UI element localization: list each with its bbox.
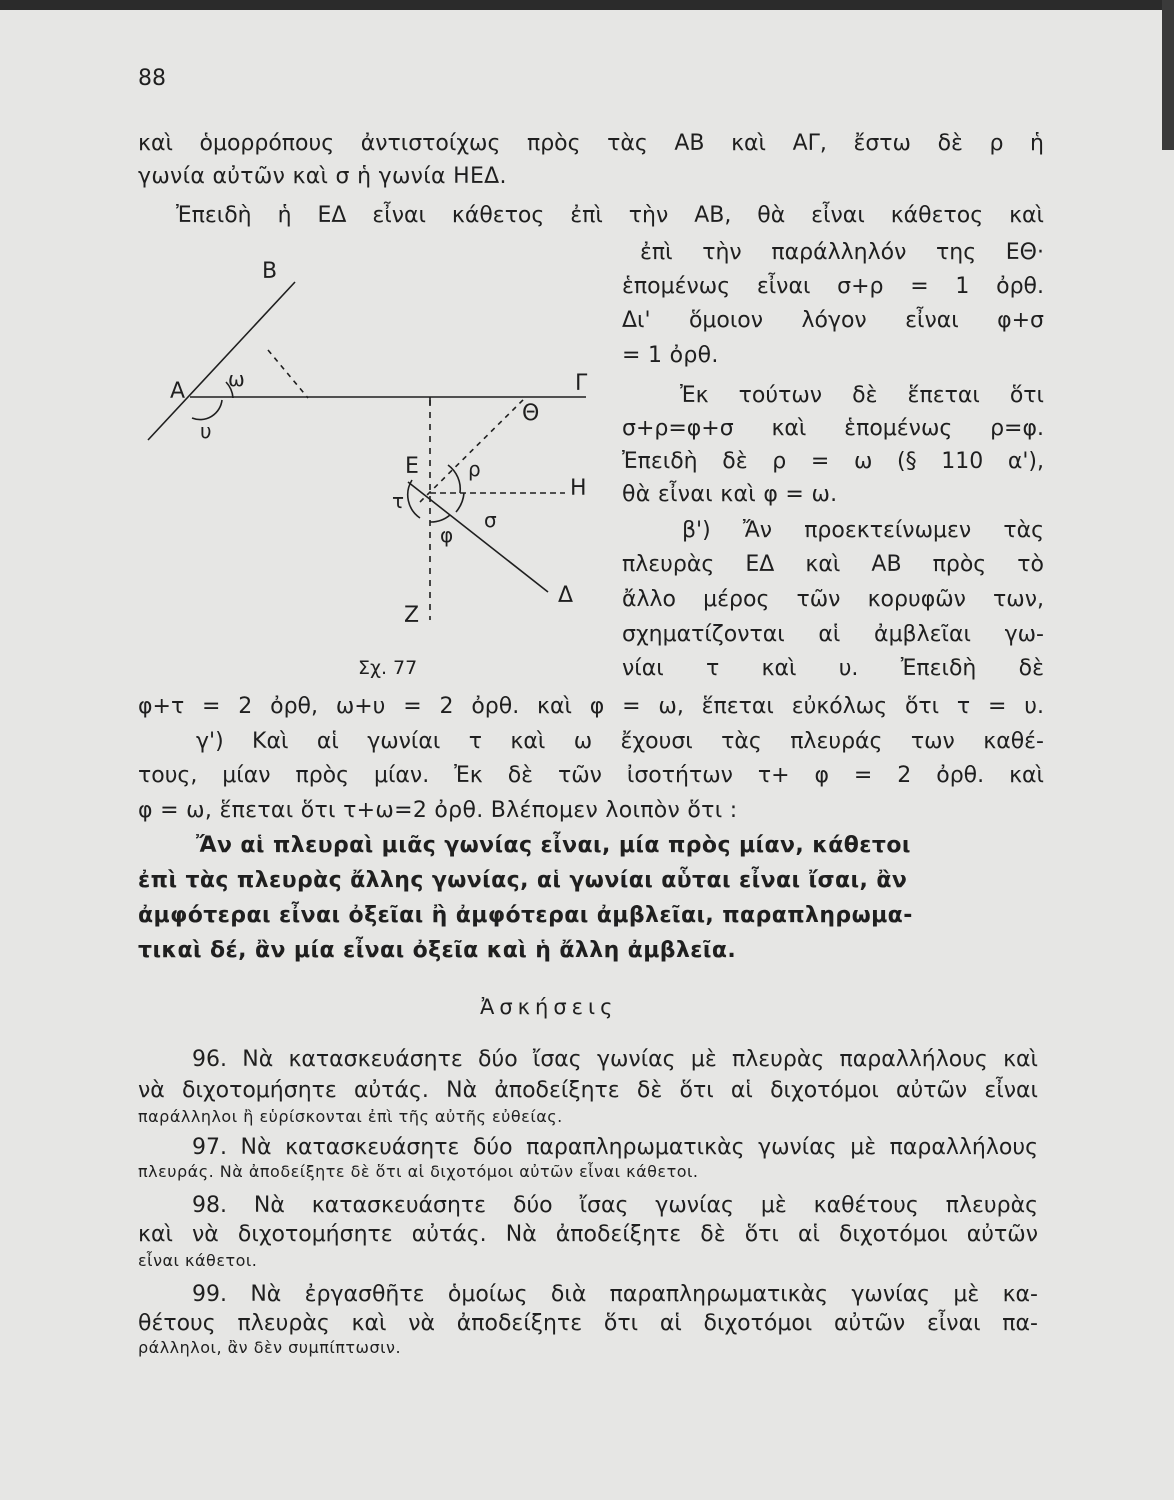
- text-line: γωνία αὐτῶν καὶ σ ἡ γωνία ΗΕΔ.: [138, 164, 507, 189]
- arc-sigma: [456, 493, 464, 512]
- text-line: νίαι τ καὶ υ. Ἐπειδὴ δὲ: [622, 656, 1044, 681]
- text-line: τους, μίαν πρὸς μίαν. Ἐκ δὲ τῶν ἰσοτήτων τ+ φ = 2 ὀρθ. καὶ: [138, 763, 1044, 788]
- exercise-line: 98. Νὰ κατασκευάσητε δύο ἴσας γωνίας μὲ καθέτους πλευρὰς: [192, 1193, 1038, 1218]
- text-line: Δι' ὅμοιον λόγον εἶναι φ+σ: [622, 308, 1044, 333]
- label-phi: φ: [440, 523, 454, 547]
- text-line: γ') Καὶ αἱ γωνίαι τ καὶ ω ἔχουσι τὰς πλευράς των καθέ-: [196, 729, 1044, 754]
- label-tau: τ: [392, 489, 405, 513]
- theorem-line: ἀμφότεραι εἶναι ὀξεῖαι ἢ ἀμφότεραι ἀμβλεῖαι, παραπληρωμα-: [138, 903, 913, 928]
- text-line: φ = ω, ἕπεται ὅτι τ+ω=2 ὀρθ. Βλέπομεν λοιπὸν ὅτι :: [138, 798, 738, 823]
- theorem-line: Ἄν αἱ πλευραὶ μιᾶς γωνίας εἶναι, μία πρὸς μίαν, κάθετοι: [196, 833, 911, 858]
- arc-upsilon: [192, 400, 222, 420]
- text-line: φ+τ = 2 ὀρθ, ω+υ = 2 ὀρθ. καὶ φ = ω, ἕπεται εὐκόλως ὅτι τ = υ.: [138, 694, 1044, 719]
- exercise-line: πλευράς. Νὰ ἀποδείξητε δὲ ὅτι αἱ διχοτόμοι αὐτῶν εἶναι κάθετοι.: [138, 1162, 699, 1181]
- text-line: = 1 ὀρθ.: [622, 343, 719, 368]
- label-h: Η: [570, 476, 587, 501]
- exercise-line: καὶ νὰ διχοτομήσητε αὐτάς. Νὰ ἀποδείξητε δὲ ὅτι αἱ διχοτόμοι αὐτῶν: [138, 1222, 1038, 1247]
- arc-phi: [430, 515, 450, 522]
- line-dashed-ext: [268, 350, 308, 398]
- text-line: β') Ἄν προεκτείνωμεν τὰς: [682, 518, 1044, 543]
- label-theta: Θ: [522, 401, 540, 426]
- text-line: Ἐκ τούτων δὲ ἕπεται ὅτι: [680, 383, 1044, 408]
- line-ed: [408, 482, 548, 592]
- exercise-line: 97. Νὰ κατασκευάσητε δύο παραπληρωματικὰς γωνίας μὲ παραλλήλους: [192, 1135, 1038, 1160]
- text-line: Ἐπειδὴ ἡ ΕΔ εἶναι κάθετος ἐπὶ τὴν ΑΒ, θὰ εἶναι κάθετος καὶ: [176, 203, 1044, 228]
- text-line: ἑπομένως εἶναι σ+ρ = 1 ὀρθ.: [622, 274, 1044, 299]
- page-number: 88: [138, 66, 166, 91]
- text-line: σχηματίζονται αἱ ἀμβλεῖαι γω-: [622, 622, 1044, 647]
- line-eth: [420, 398, 525, 502]
- label-rho: ρ: [468, 457, 481, 481]
- exercise-line: ράλληλοι, ἂν δὲν συμπίπτωσιν.: [138, 1338, 402, 1357]
- exercise-line: νὰ διχοτομήσητε αὐτάς. Νὰ ἀποδείξητε δὲ ὅτι αἱ διχοτόμοι αὐτῶν εἶναι: [138, 1078, 1038, 1103]
- text-line: Ἐπειδὴ δὲ ρ = ω (§ 110 α'),: [622, 449, 1044, 474]
- theorem-line: τικαὶ δέ, ἂν μία εἶναι ὀξεῖα καὶ ἡ ἄλλη ἀμβλεῖα.: [138, 938, 737, 963]
- label-e: Ε: [405, 454, 419, 479]
- theorem-line: ἐπὶ τὰς πλευρὰς ἄλλης γωνίας, αἱ γωνίαι αὗται εἶναι ἴσαι, ἂν: [138, 868, 908, 893]
- text-line: σ+ρ=φ+σ καὶ ἑπομένως ρ=φ.: [622, 416, 1044, 441]
- text-line: ἄλλο μέρος τῶν κορυφῶν των,: [622, 587, 1044, 612]
- exercise-line: παράλληλοι ἢ εὑρίσκονται ἐπὶ τῆς αὐτῆς εὐθείας.: [138, 1107, 563, 1126]
- label-sigma: σ: [484, 508, 497, 532]
- page-right-edge: [1162, 0, 1174, 150]
- page-top-edge: [0, 0, 1174, 10]
- label-upsilon: υ: [200, 419, 212, 443]
- exercise-line: 96. Νὰ κατασκευάσητε δύο ἴσας γωνίας μὲ πλευρὰς παραλλήλους καὶ: [192, 1047, 1038, 1072]
- figure-caption: Σχ. 77: [358, 657, 418, 679]
- line-ab: [148, 282, 295, 440]
- text-line: θὰ εἶναι καὶ φ = ω.: [622, 482, 838, 507]
- label-a: Α: [170, 379, 186, 404]
- exercise-line: εἶναι κάθετοι.: [138, 1251, 258, 1270]
- label-gamma: Γ: [575, 371, 588, 396]
- label-omega: ω: [228, 367, 245, 391]
- text-line: καὶ ὁμορρόπους ἀντιστοίχως πρὸς τὰς ΑΒ καὶ ΑΓ, ἔστω δὲ ρ ἡ: [138, 131, 1044, 156]
- label-b: Β: [262, 259, 278, 284]
- exercise-line: 99. Νὰ ἐργασθῆτε ὁμοίως διὰ παραπληρωματικὰς γωνίας μὲ κα-: [192, 1282, 1038, 1307]
- label-delta: Δ: [558, 583, 574, 608]
- exercise-line: θέτους πλευρὰς καὶ νὰ ἀποδείξητε ὅτι αἱ διχοτόμοι αὐτῶν εἶναι πα-: [138, 1311, 1038, 1336]
- arc-rho: [448, 465, 460, 493]
- exercises-heading: Ἀσκήσεις: [480, 995, 618, 1019]
- text-line: πλευρὰς ΕΔ καὶ ΑΒ πρὸς τὸ: [622, 552, 1044, 577]
- label-z: Ζ: [404, 603, 420, 628]
- geometry-figure: [130, 240, 610, 650]
- text-line: ἐπὶ τὴν παράλληλόν της ΕΘ·: [640, 240, 1044, 265]
